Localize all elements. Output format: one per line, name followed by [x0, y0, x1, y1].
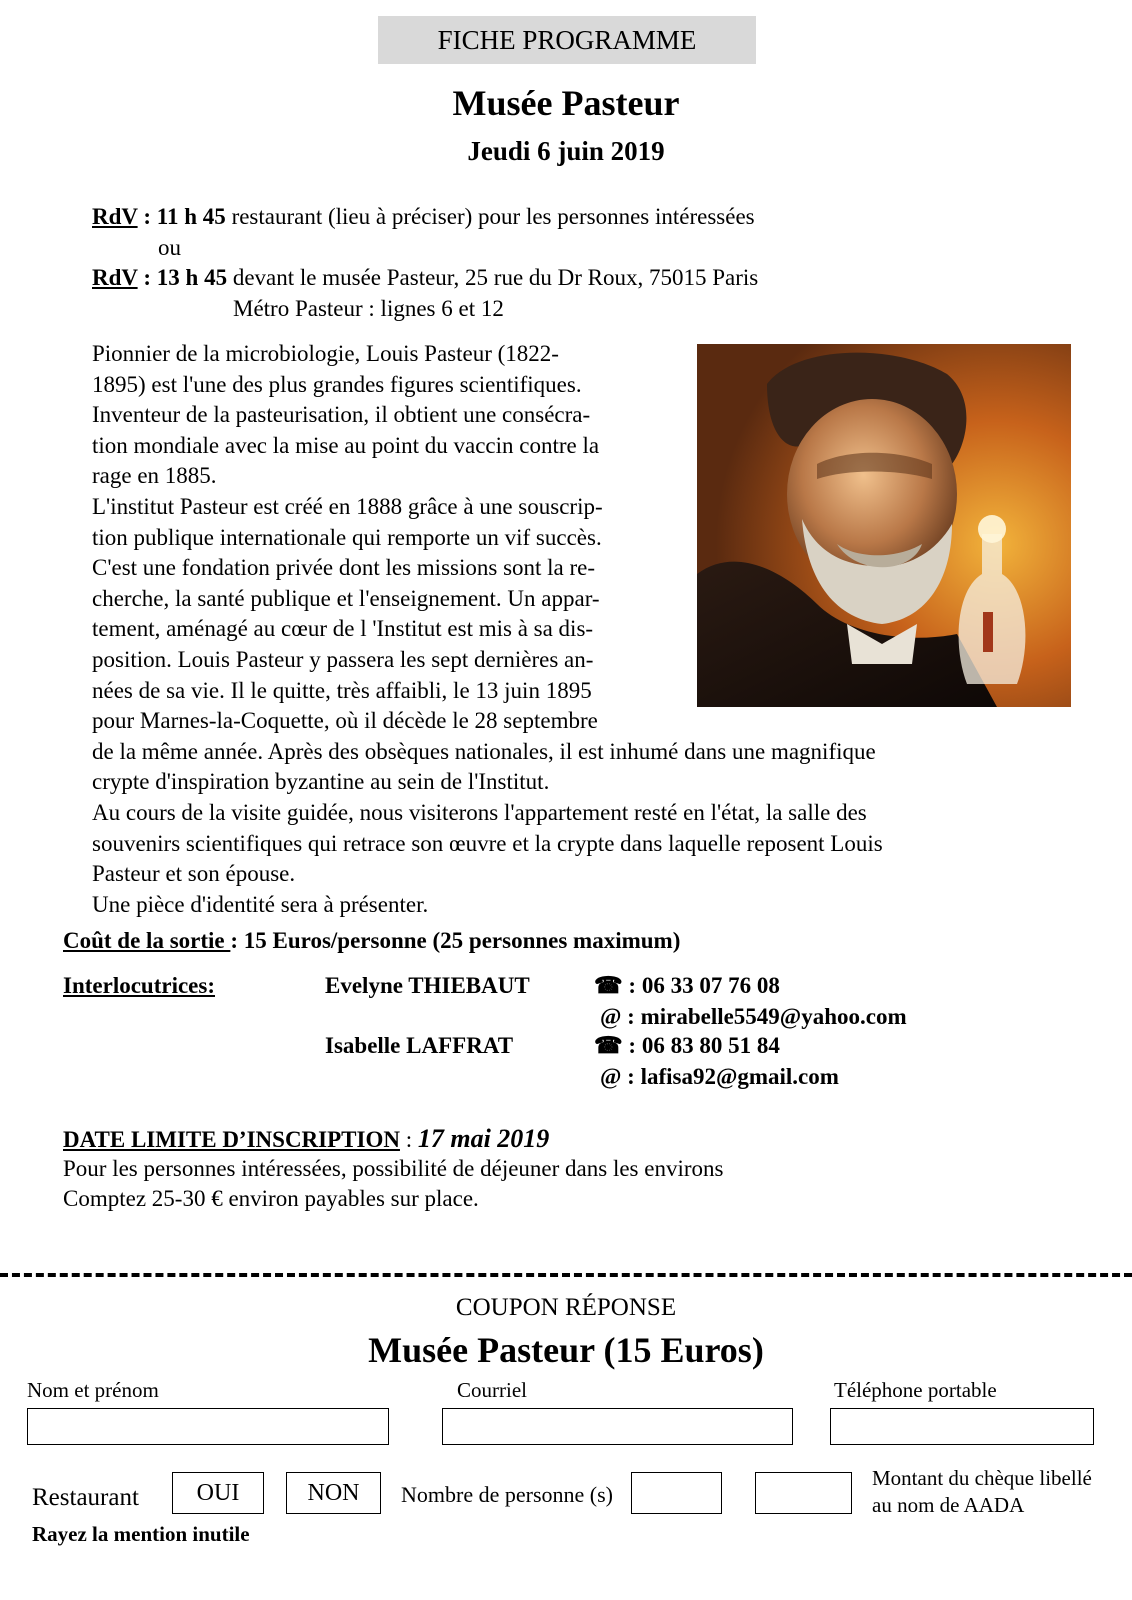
description-line: 1895) est l'une des plus grandes figures scientifiques.	[92, 371, 582, 397]
description-line: L'institut Pasteur est créé en 1888 grâce à une souscrip-	[92, 493, 603, 519]
description-line: de la même année. Après des obsèques nationales, il est inhumé dans une magnifique	[92, 738, 876, 764]
phone-label: Téléphone portable	[834, 1378, 997, 1402]
description-line: cherche, la santé publique et l'enseignement. Un appar-	[92, 585, 600, 611]
description-line: C'est une fondation privée dont les missions sont la re-	[92, 555, 596, 581]
description-line: Inventeur de la pasteurisation, il obtient une consécra-	[92, 402, 591, 428]
coupon-heading: COUPON RÉPONSE	[455, 1294, 677, 1321]
description-line: tion publique internationale qui remporte un vif succès.	[92, 524, 602, 550]
deadline-date: 17 mai 2019	[417, 1124, 550, 1153]
contact-name: Evelyne THIEBAUT	[325, 973, 530, 998]
name-label: Nom et prénom	[27, 1378, 159, 1402]
rdv-line-2	[92, 265, 758, 291]
email-prefix: @ :	[600, 1064, 641, 1089]
contact-email-2	[600, 1064, 839, 1090]
deadline-sep: :	[399, 1127, 418, 1152]
description-line: position. Louis Pasteur y passera les sept dernières an-	[92, 646, 594, 672]
people-count-label: Nombre de personne (s)	[401, 1482, 613, 1507]
banner-fiche-programme: FICHE PROGRAMME	[378, 16, 756, 64]
coupon-title: Musée Pasteur (15 Euros)	[368, 1330, 764, 1370]
description-line: nées de sa vie. Il le quitte, très affaibli, le 13 juin 1895	[92, 677, 592, 703]
rdv-sep: :	[137, 265, 157, 290]
contact-phone-2	[594, 1033, 780, 1059]
contact-name: Isabelle LAFFRAT	[325, 1033, 514, 1058]
rdv-time: 13 h 45	[156, 265, 228, 290]
email-address: mirabelle5549@yahoo.com	[640, 1004, 907, 1029]
description-line: crypte d'inspiration byzantine au sein de l'Institut.	[92, 769, 550, 795]
strike-note: Rayez la mention inutile	[32, 1522, 250, 1546]
deadline-label: DATE LIMITE D’INSCRIPTION	[63, 1127, 400, 1152]
contact-phone-1	[594, 973, 780, 999]
description-line: Pionnier de la microbiologie, Louis Pasteur (1822-	[92, 341, 559, 366]
email-label: Courriel	[457, 1378, 527, 1402]
rdv-label: RdV	[92, 265, 138, 290]
rdv-text: devant le musée Pasteur, 25 rue du Dr Roux, 75015 Paris	[227, 265, 759, 290]
description-line: pour Marnes-la-Coquette, où il décède le 28 septembre	[92, 708, 598, 734]
contact-email-1	[600, 1004, 907, 1030]
phone-prefix: :	[622, 1033, 642, 1058]
event-date: Jeudi 6 juin 2019	[467, 136, 665, 166]
email-field[interactable]	[442, 1408, 793, 1445]
description-line: tement, aménagé au cœur de l 'Institut est mis à sa dis-	[92, 616, 594, 642]
cheque-amount-field[interactable]	[755, 1472, 852, 1514]
restaurant-yes-option[interactable]: OUI	[172, 1472, 264, 1514]
phone-prefix: :	[622, 973, 642, 998]
phone-icon: ☎	[594, 1033, 623, 1058]
phone-field[interactable]	[830, 1408, 1094, 1445]
rdv-text: restaurant (lieu à préciser) pour les personnes intéressées	[225, 204, 755, 229]
restaurant-label: Restaurant	[32, 1484, 139, 1511]
description-line: rage en 1885.	[92, 463, 217, 489]
page-title: Musée Pasteur	[452, 83, 680, 123]
email-address: lafisa92@gmail.com	[640, 1064, 839, 1089]
restaurant-no-option[interactable]: NON	[286, 1472, 381, 1514]
description-line: tion mondiale avec la mise au point du vaccin contre la	[92, 432, 600, 458]
description-line: Pasteur et son épouse.	[92, 861, 296, 887]
name-field[interactable]	[27, 1408, 389, 1445]
email-prefix: @ :	[600, 1004, 641, 1029]
metro-info: Métro Pasteur : lignes 6 et 12	[233, 296, 504, 321]
description-line: Une pièce d'identité sera à présenter.	[92, 891, 429, 917]
deadline-note-2: Comptez 25-30 € environ payables sur place.	[63, 1186, 479, 1211]
description-line: Au cours de la visite guidée, nous visiterons l'appartement resté en l'état, la salle des	[92, 799, 867, 825]
phone-number: 06 83 80 51 84	[641, 1033, 780, 1058]
cheque-label-line-1: Montant du chèque libellé	[872, 1466, 1092, 1490]
deadline-note-1: Pour les personnes intéressées, possibilité de déjeuner dans les environs	[63, 1156, 724, 1181]
cost-label: Coût de la sortie	[63, 928, 231, 953]
phone-number: 06 33 07 76 08	[641, 973, 780, 998]
cost-value: : 15 Euros/personne (25 personnes maximum)	[230, 928, 681, 953]
phone-icon: ☎	[594, 973, 623, 998]
rdv-sep: :	[137, 204, 157, 229]
rdv-line-1	[92, 204, 755, 230]
description-line: souvenirs scientifiques qui retrace son œuvre et la crypte dans laquelle reposent Louis	[92, 830, 883, 856]
cut-line	[0, 1273, 1132, 1277]
rdv-or: ou	[158, 235, 181, 260]
cost-line	[63, 928, 680, 954]
louis-pasteur-portrait	[697, 344, 1071, 707]
people-count-field[interactable]	[631, 1472, 722, 1514]
rdv-time: 11 h 45	[156, 204, 226, 229]
deadline-line	[63, 1124, 549, 1154]
rdv-label: RdV	[92, 204, 138, 229]
contacts-label: Interlocutrices:	[63, 973, 215, 998]
cheque-label-line-2: au nom de AADA	[872, 1493, 1025, 1517]
